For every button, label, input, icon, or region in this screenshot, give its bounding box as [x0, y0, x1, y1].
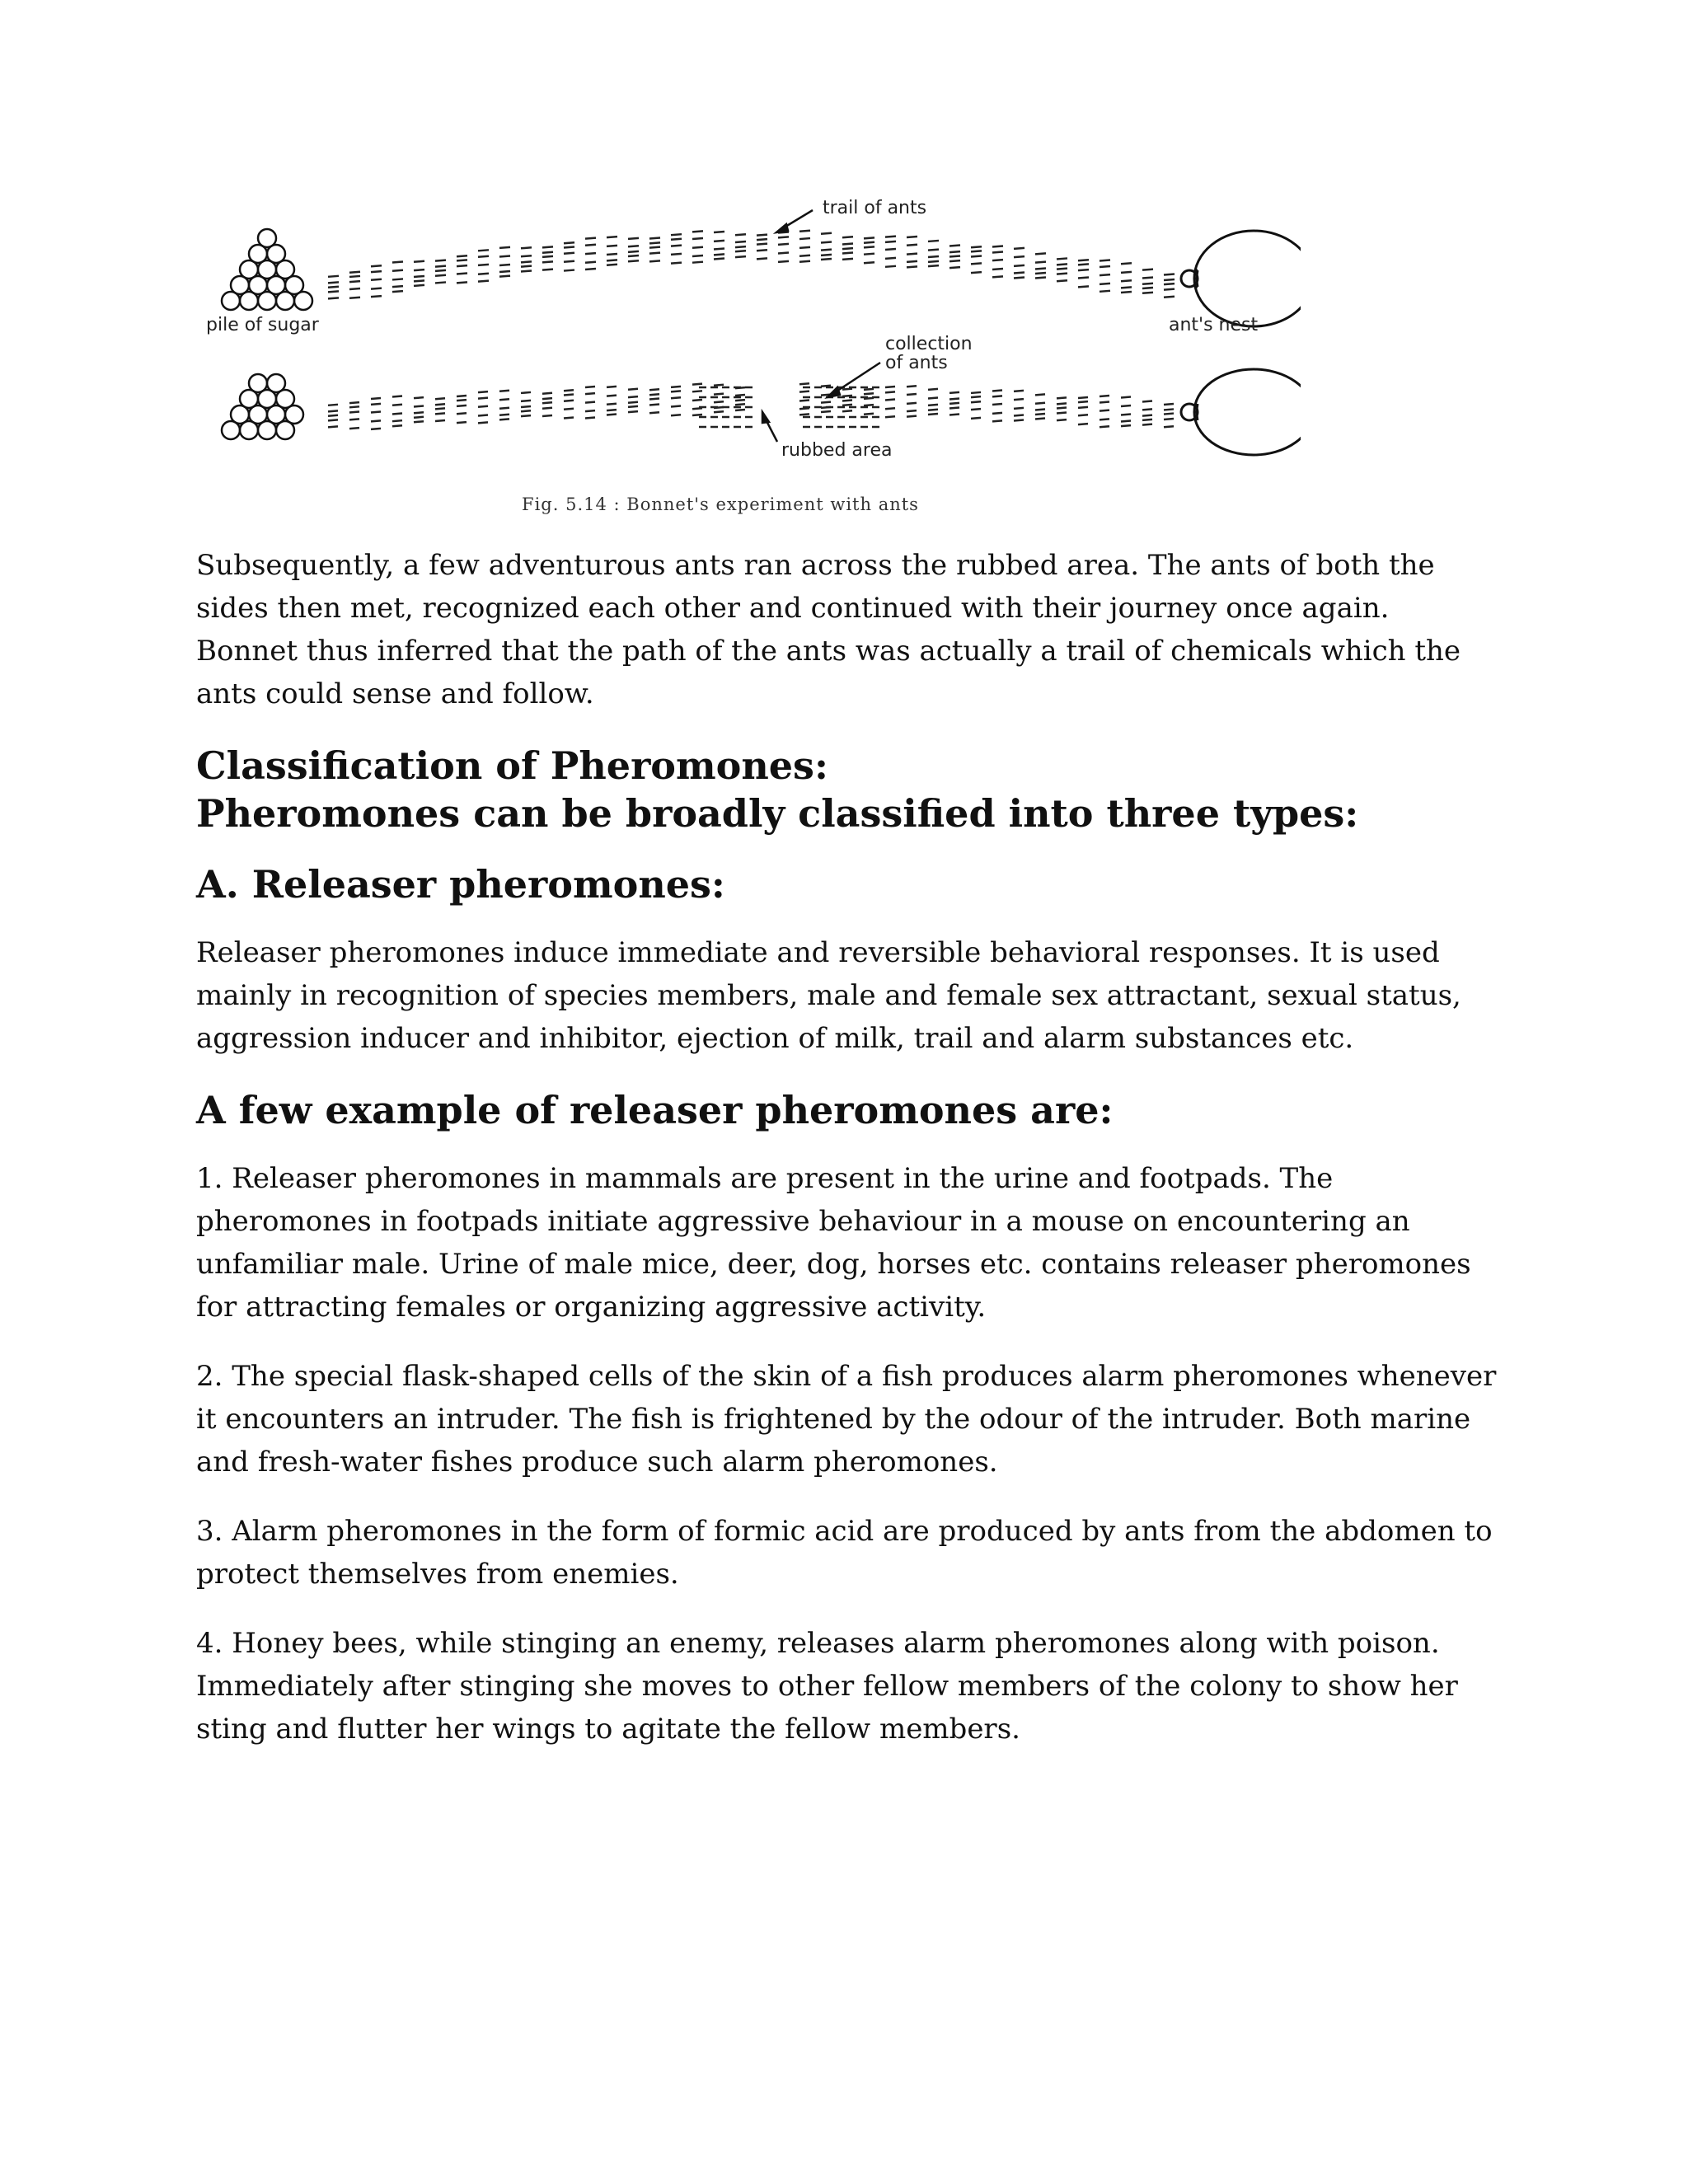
- ants-nest-top: [1181, 231, 1301, 326]
- ants-nest-bottom: [1181, 369, 1301, 455]
- pile-of-sugar-bottom: [222, 374, 303, 439]
- example-paragraph-2: 2. The special flask-shaped cells of the skin of a fish produces alarm pheromones whenever it encounters an intruder. The fish is frightened by the odour of the intruder. Both marine and fresh-water fishes produce such alarm pheromones.: [196, 1360, 1497, 1479]
- example-paragraph-4: 4. Honey bees, while stinging an enemy, releases alarm pheromones along with poison. Immediately after stinging she moves to other fellow members of the colony to show her sting and flutter her wings to agitate the fellow members.: [196, 1627, 1458, 1746]
- section-a-paragraph: Releaser pheromones induce immediate and reversible behavioral responses. It is used mainly in recognition of species members, male and female sex attractant, sexual status, aggression inducer and inhibitor, ejection of milk, trail and alarm substances etc.: [196, 936, 1461, 1055]
- classification-heading: Classification of Pheromones:: [196, 743, 828, 788]
- label-collection: collection: [885, 334, 973, 354]
- label-of-ants: of ants: [885, 353, 948, 373]
- figure-caption: Fig. 5.14 : Bonnet's experiment with ants: [522, 494, 919, 514]
- bonnet-experiment-figure: [204, 165, 1301, 527]
- example-paragraph-1: 1. Releaser pheromones in mammals are present in the urine and footpads. The pheromones in footpads initiate aggressive behaviour in a mouse on encountering an unfamiliar male. Urine of male mice, deer, dog, horses etc. contains releaser pheromones for attracting females or organizing aggressive activity.: [196, 1162, 1471, 1324]
- document-page: [196, 165, 1498, 1777]
- pile-of-sugar-top: [222, 229, 312, 310]
- label-pile-of-sugar: pile of sugar: [206, 315, 319, 335]
- ant-trail-top: [328, 231, 1175, 299]
- section-a-heading: A. Releaser pheromones:: [196, 862, 725, 907]
- example-paragraph-3: 3. Alarm pheromones in the form of formic acid are produced by ants from the abdomen to protect themselves from enemies.: [196, 1515, 1493, 1591]
- label-trail-of-ants: trail of ants: [823, 198, 927, 218]
- classification-heading-block: [196, 742, 1498, 837]
- intro-paragraph: Subsequently, a few adventurous ants ran across the rubbed area. The ants of both the sides then met, recognized each other and continued with their journey once again. Bonnet thus inferred that the path of the ants was actually a trail of chemicals which the ants could sense and follow.: [196, 549, 1461, 710]
- examples-heading: A few example of releaser pheromones are:: [196, 1088, 1114, 1132]
- label-rubbed-area: rubbed area: [781, 440, 893, 461]
- classification-subheading: Pheromones can be broadly classified into three types:: [196, 791, 1359, 836]
- ant-trail-bottom: [328, 383, 1174, 429]
- label-ants-nest: ant's nest: [1169, 315, 1259, 335]
- ant-trail-illustration: [204, 165, 1301, 527]
